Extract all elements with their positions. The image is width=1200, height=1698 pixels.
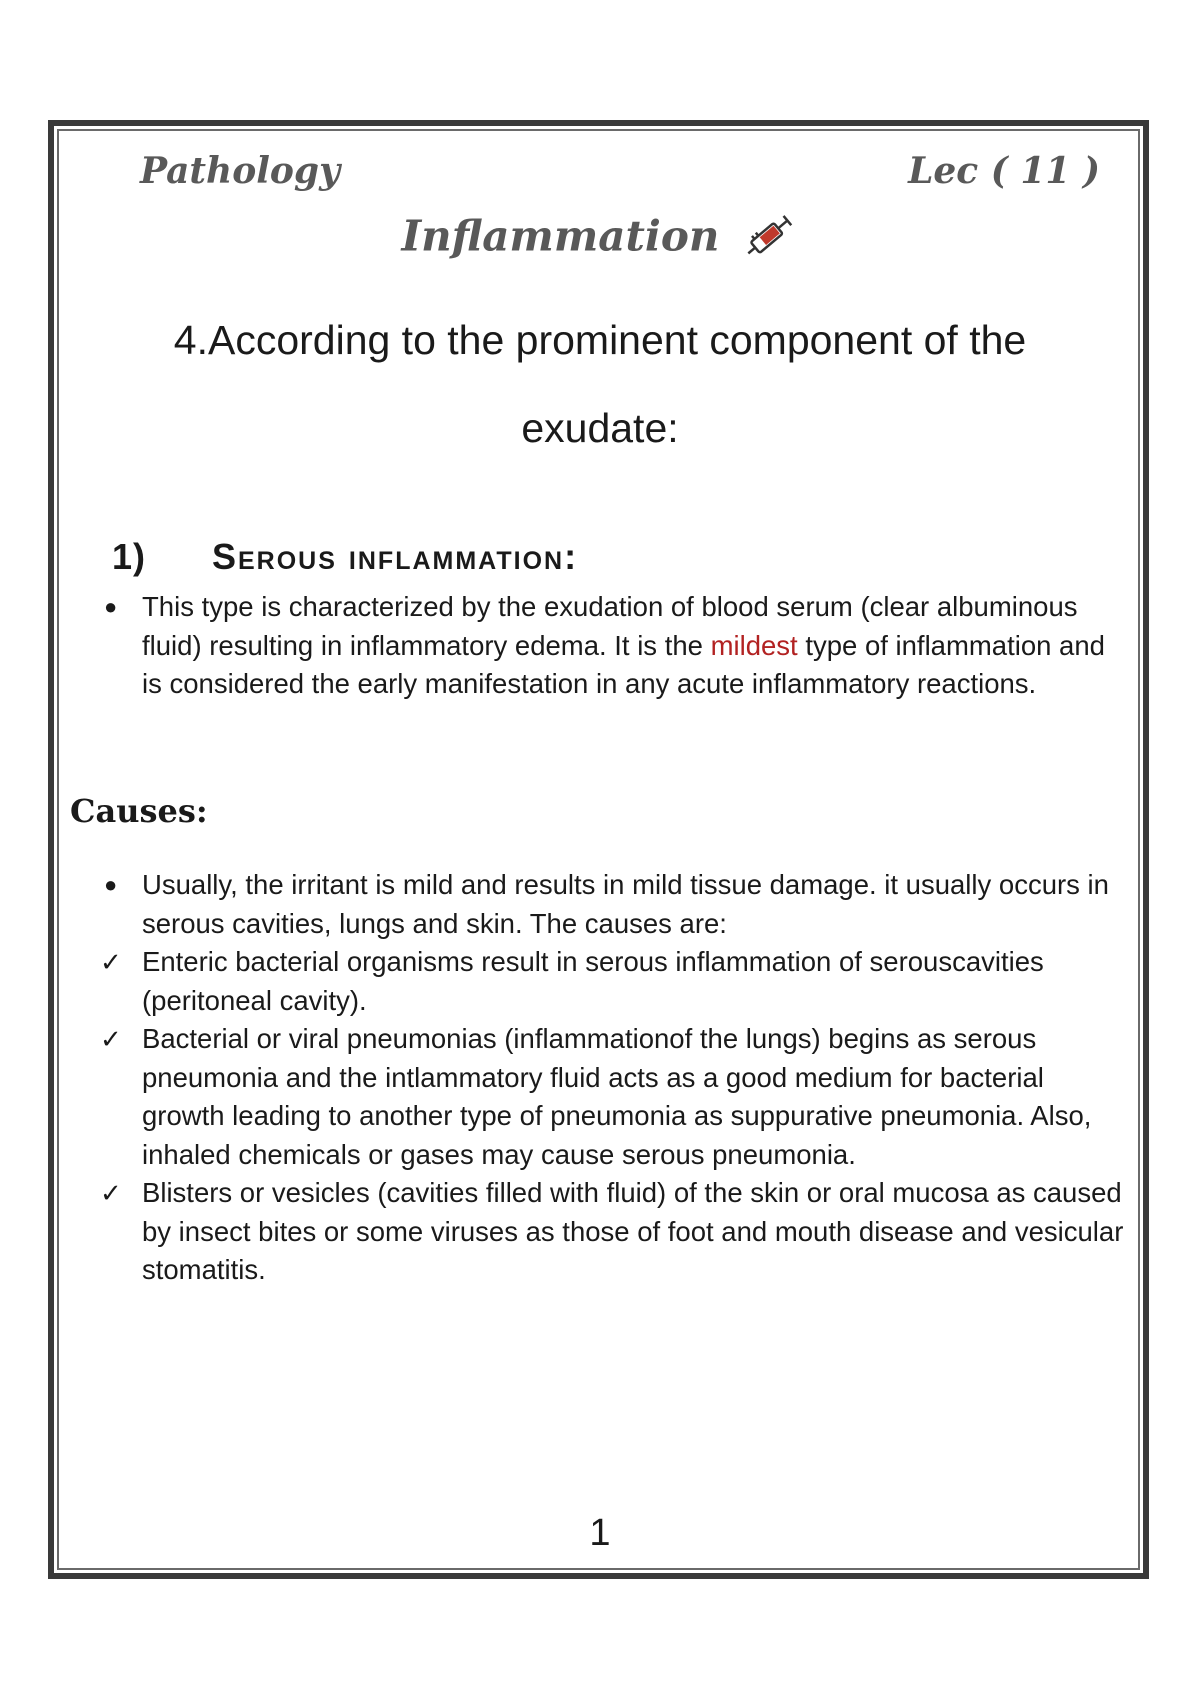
- check-icon: ✓: [100, 1178, 122, 1208]
- page-number: 1: [589, 1512, 611, 1554]
- check-icon: ✓: [100, 1024, 122, 1054]
- topic-title: Inflammation: [401, 211, 720, 261]
- section-number: 1): [112, 536, 147, 577]
- syringe-icon: [739, 208, 799, 264]
- description-item: [100, 588, 1130, 704]
- causes-title: Causes:: [70, 792, 208, 830]
- section-name: Serous inflammation:: [212, 536, 579, 577]
- lecture-number: Lec ( 11 ): [908, 150, 1100, 192]
- topic-row: [0, 208, 1200, 264]
- description-highlight: mildest: [710, 629, 798, 661]
- cause-text: Blisters or vesicles (cavities filled with fluid) of the skin or oral mucosa as caused by insect bites or some viruses as those of foot and mouth disease and vesicular stomatitis.: [142, 1177, 1124, 1285]
- causes-intro-item: [100, 866, 1130, 943]
- cause-text: Enteric bacterial organisms result in serous inflammation of serouscavities (peritoneal cavity).: [142, 946, 1044, 1016]
- main-heading-line-1: 4.According to the prominent component of the: [173, 317, 1027, 363]
- section-title: [112, 536, 578, 578]
- main-heading: [120, 296, 1080, 472]
- cause-item: [100, 1020, 1130, 1174]
- cause-item: [100, 1174, 1130, 1290]
- bullet-icon: ●: [104, 594, 118, 619]
- description-text-after: type of inflammation and is considered the early manifestation in any acute inflammatory reactions.: [142, 629, 1105, 699]
- main-heading-line-2: exudate:: [521, 405, 679, 451]
- description-text-before: This type is characterized by the exudation of blood serum (clear albuminous fluid) resulting in inflammatory edema. It is the: [142, 591, 1078, 661]
- cause-item: [100, 943, 1130, 1020]
- check-icon: ✓: [100, 947, 122, 977]
- subject-title: Pathology: [140, 150, 341, 192]
- cause-text: Bacterial or viral pneumonias (inflammationof the lungs) begins as serous pneumonia and the intlammatory fluid acts as a good medium for bacterial growth leading to another type of pneumonia as suppurative pneumonia. Also, inhaled chemicals or gases may cause serous pneumonia.: [142, 1023, 1092, 1170]
- causes-intro-text: Usually, the irritant is mild and results in mild tissue damage. it usually occurs in serous cavities, lungs and skin. The causes are:: [142, 869, 1109, 939]
- description-list: [100, 588, 1130, 704]
- bullet-icon: ●: [104, 872, 118, 897]
- causes-list: [100, 866, 1130, 1290]
